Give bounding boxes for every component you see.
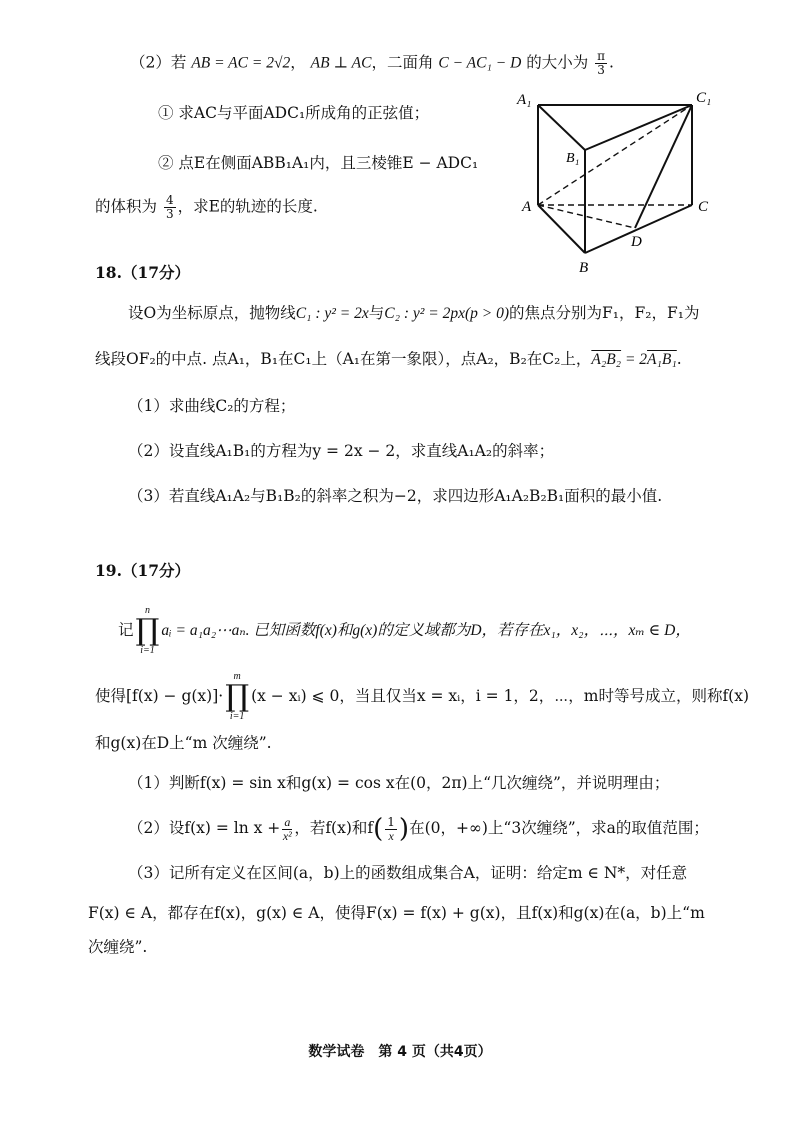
label-b: B xyxy=(579,260,589,276)
q19-item3-line3: 次缠绕”. xyxy=(88,938,148,956)
q18-stem-line1: 设O为坐标原点，抛物线C₁ : y² = 2x与C₂ : y² = 2px(p > 0)的焦点分别为F₁，F₂，F₁为 xyxy=(128,304,700,322)
q17-sub1: ① 求AC与平面ADC₁所成角的正弦值； xyxy=(158,104,430,122)
edge-b1c1 xyxy=(585,105,692,150)
label-b1: B₁ xyxy=(566,151,580,166)
q19-item3-line2: F(x) ∈ A，都存在f(x)，g(x) ∈ A，使得F(x) = f(x) + g(x)，且f(x)和g(x)在(a，b)上“m xyxy=(88,904,705,922)
q17-sub2-line1: ② 点E在侧面ABB₁A₁内，且三棱锥E − ADC₁ xyxy=(158,154,479,172)
label-a1: A₁ xyxy=(517,92,532,108)
q19-definition-line1: 记 n ∏ i=1 aᵢ = a₁a₂⋯aₙ. 已知函数f(x)和g(x)的定义域都为D，若存在x₁，x₂，⋯，xₘ ∈ D， xyxy=(118,605,691,656)
q18-item3: （3）若直线A₁A₂与B₁B₂的斜率之积为−2，求四边形A₁A₂B₂B₁面积的最小值. xyxy=(128,487,663,505)
edge-ad xyxy=(538,205,635,228)
label-c: C xyxy=(698,199,709,215)
angle-fraction: $\frac{\pi}{3}$ xyxy=(597,49,606,77)
label-a: A xyxy=(522,199,532,215)
q18-item2: （2）设直线A₁B₁的方程为y = 2x − 2，求直线A₁A₂的斜率； xyxy=(128,442,555,460)
edge-ab xyxy=(538,205,585,253)
q18-stem-line2: 线段OF₂的中点. 点A₁，B₁在C₁上（A₁在第一象限），点A₂，B₂在C₂上，A₂B₂ = 2A₁B₁. xyxy=(95,350,682,368)
label-d: D xyxy=(631,234,642,250)
product-symbol: n ∏ i=1 xyxy=(135,605,160,656)
prism-figure xyxy=(500,88,730,283)
q19-item1: （1）判断f(x) = sin x和g(x) = cos x在(0，2π)上“几次缠绕”，并说明理由； xyxy=(128,774,670,792)
q18-header: 18.（17分） xyxy=(95,263,191,282)
volume-fraction: $\frac{4}{3}$ xyxy=(165,193,174,221)
q18-item1: （1）求曲线C₂的方程； xyxy=(128,397,296,415)
page-footer: 数学试卷 第 4 页（共4页） xyxy=(308,1044,492,1060)
label-c1: C₁ xyxy=(696,90,712,106)
one-over-x-fraction: $\frac{1}{x}$ xyxy=(387,814,395,843)
q19-item3-line1: （3）记所有定义在区间(a，b)上的函数组成集合A，证明：给定m ∈ N*，对任意 xyxy=(128,864,688,882)
q19-item2: （2）设f(x) = ln x + $\frac{a}{\text{x²}}$ ，若f(x)和f( $\frac{1}{x}$ )在(0，+∞)上“3次缠绕”，求a的取值范围； xyxy=(128,814,709,844)
q19-header: 19.（17分） xyxy=(95,561,191,580)
product-symbol-2: m ∏ i=1 xyxy=(225,671,250,722)
q17-part2-line: （2）若 AB = AC = 2√2， AB ⊥ AC，二面角 C − AC₁ − D 的大小为 $\frac{\pi}{3}$ . xyxy=(130,49,614,77)
a-over-x2-fraction: $\frac{a}{\text{x²}}$ xyxy=(282,814,292,843)
q19-definition-line2: 使得[f(x) − g(x)]· m ∏ i=1 (x − xᵢ) ⩽ 0，当且仅当x = xᵢ，i = 1，2，⋯，m时等号成立，则称f(x) xyxy=(95,671,750,722)
q17-sub2-line2: 的体积为 $\frac{4}{3}$ ，求E的轨迹的长度. xyxy=(95,193,318,221)
q19-definition-line3: 和g(x)在D上“m 次缠绕”. xyxy=(95,734,272,752)
edge-a1b1 xyxy=(538,105,585,150)
